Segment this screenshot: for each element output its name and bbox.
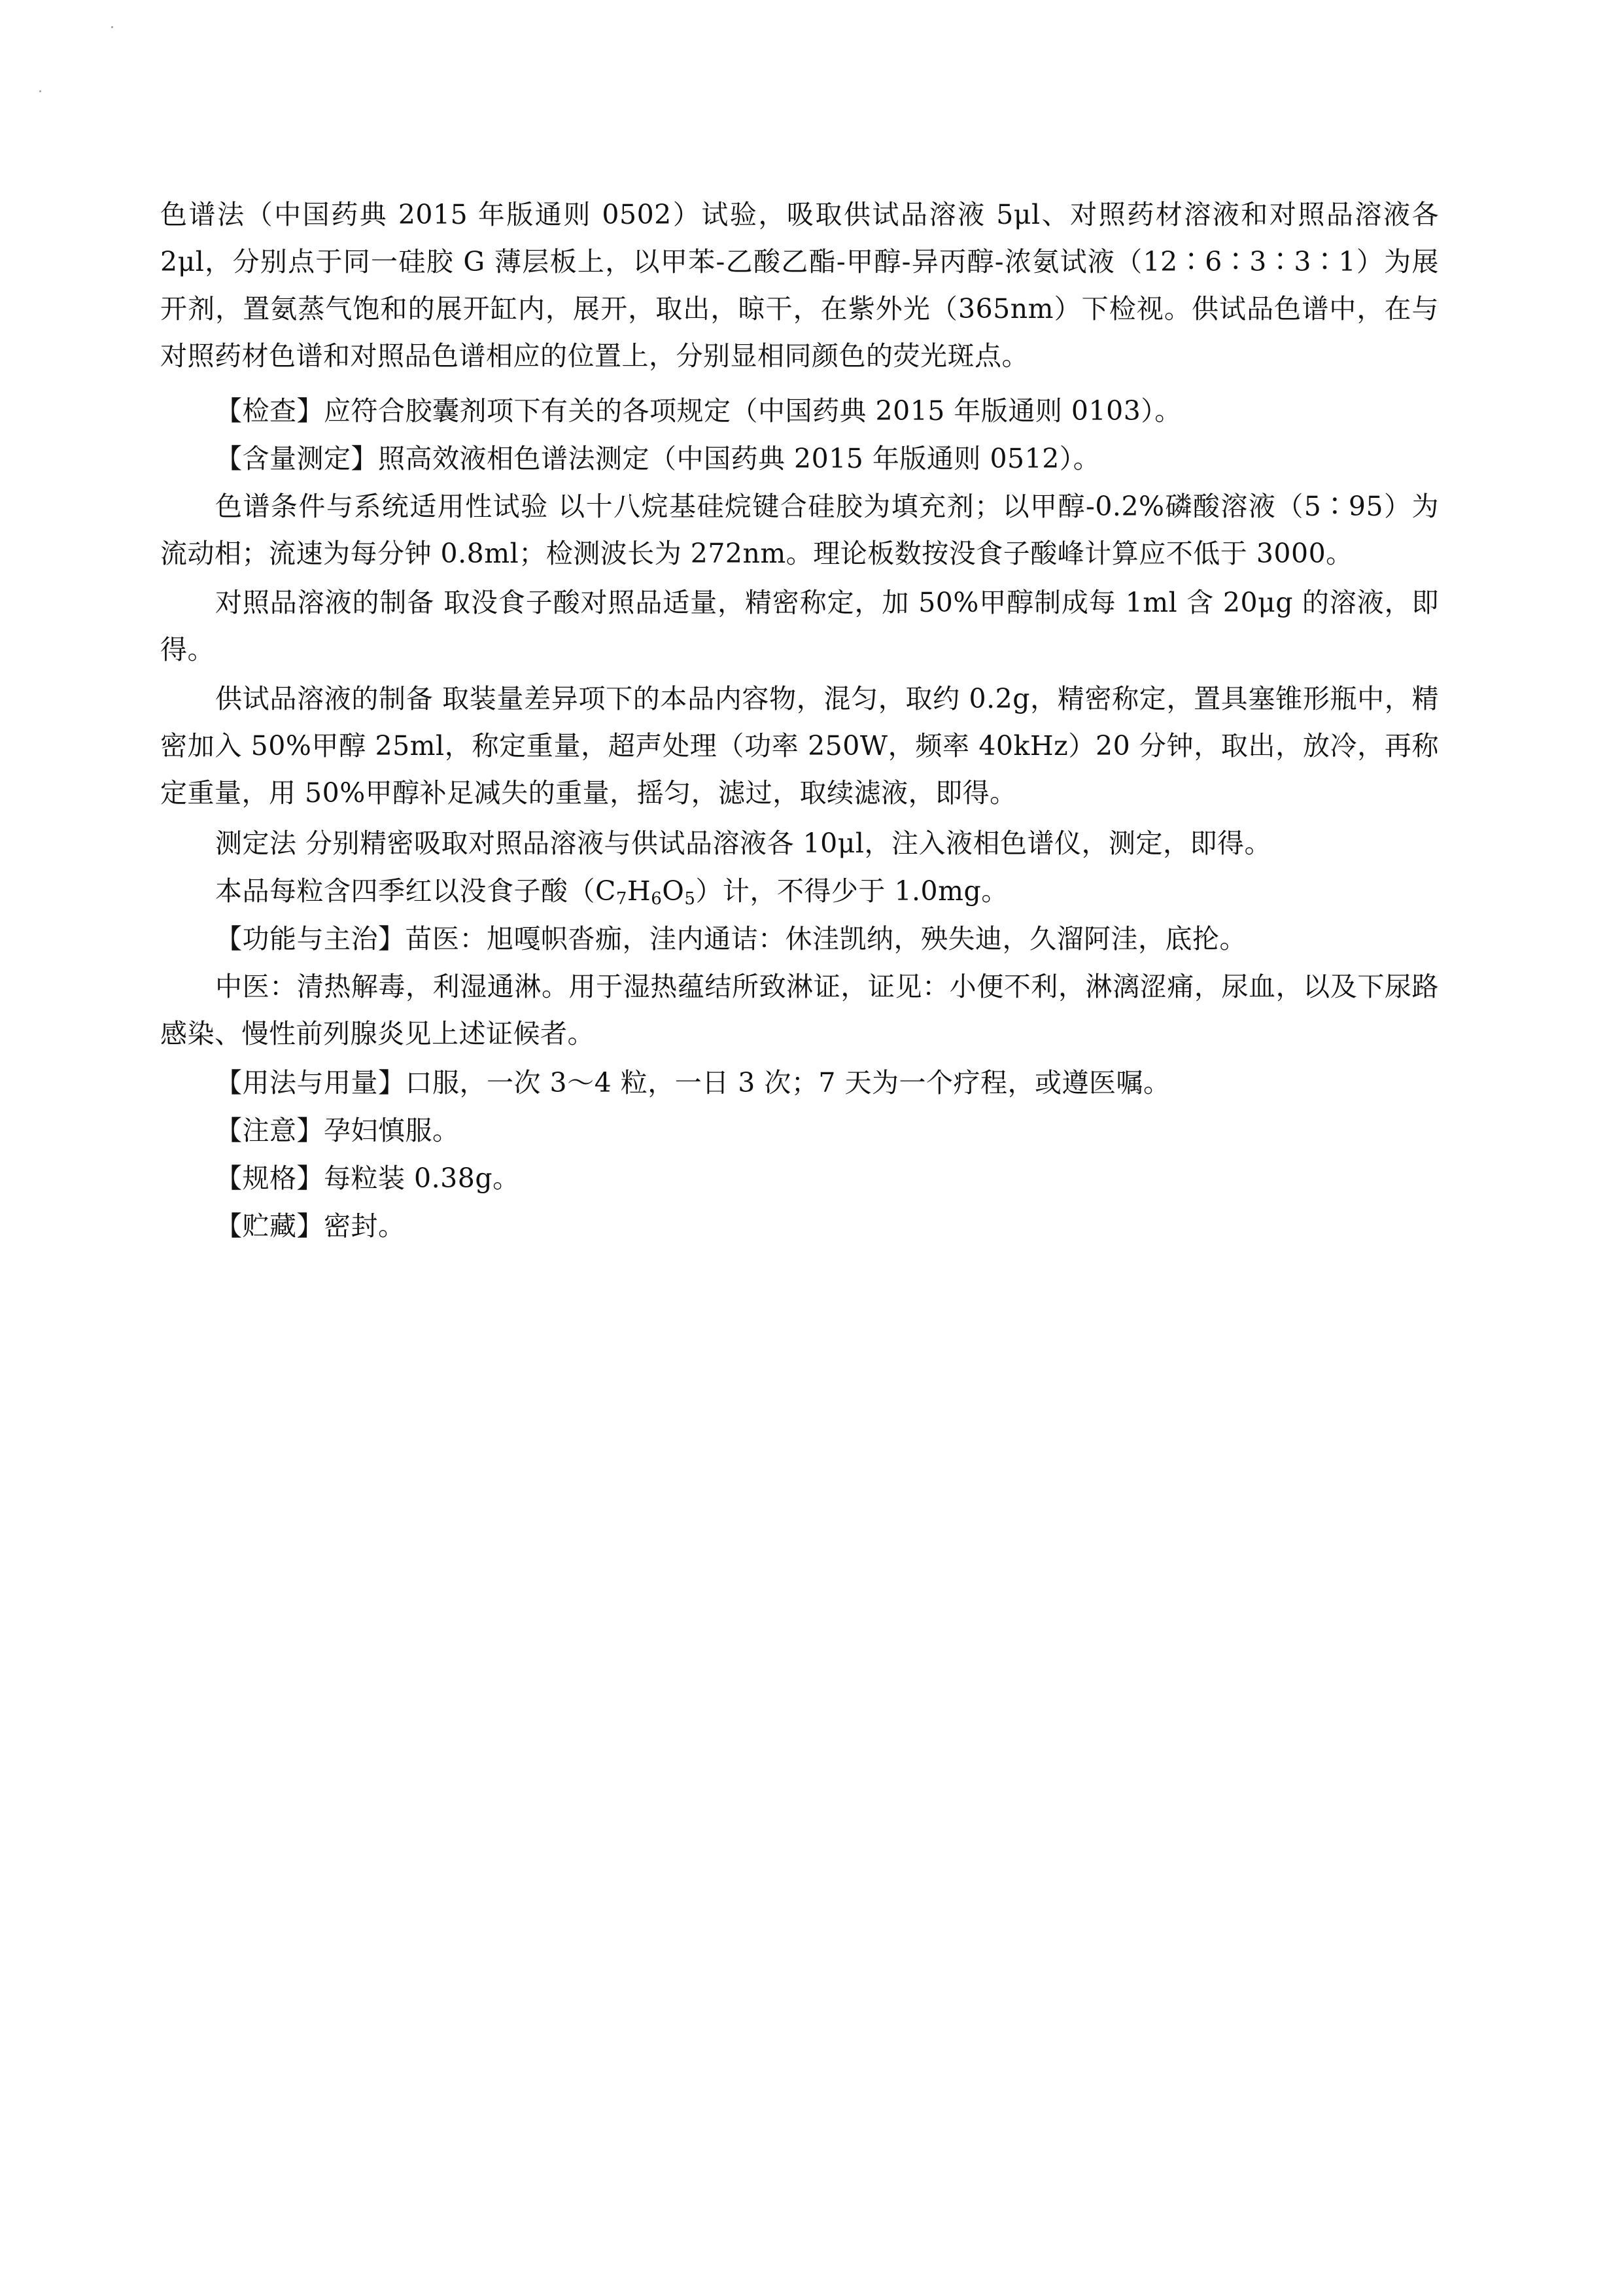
paragraph-text: 测定法 分别精密吸取对照品溶液与供试品溶液各 10μl，注入液相色谱仪，测定，即得。 xyxy=(215,828,1271,859)
paragraph-test-solution xyxy=(160,675,1439,816)
section-label-specification: 【规格】 xyxy=(215,1163,324,1194)
paragraph-text: 供试品溶液的制备 取装量差异项下的本品内容物，混匀，取约 0.2g，精密称定，置具塞锥形瓶中，精密加入 50%甲醇 25ml，称定重量，超声处理（功率 250W，频率 40kHz）20 分钟，取出，放冷，再称定重量，用 50%甲醇补足减失的重量，摇匀，滤过，取续滤液，即得。 xyxy=(160,683,1439,809)
section-label-storage: 【贮藏】 xyxy=(215,1210,324,1242)
formula-subscript: 7 xyxy=(615,889,627,909)
paragraph-text: ）计，不得少于 1.0mg。 xyxy=(695,875,1009,907)
paragraph-text: 色谱条件与系统适用性试验 以十八烷基硅烷键合硅胶为填充剂；以甲醇-0.2%磷酸溶液（5∶95）为流动相；流速为每分钟 0.8ml；检测波长为 272nm。理论板数按没食子酸峰计算应不低于 3000。 xyxy=(160,491,1439,569)
paragraph-precautions xyxy=(160,1107,1439,1154)
section-label-precautions: 【注意】 xyxy=(215,1115,324,1146)
paragraph-text: 密封。 xyxy=(324,1210,406,1242)
formula-element: H xyxy=(627,875,651,907)
paragraph-specification xyxy=(160,1155,1439,1202)
paragraph-storage xyxy=(160,1202,1439,1250)
paragraph-text: 照高效液相色谱法测定（中国药典 2015 年版通则 0512）。 xyxy=(378,443,1101,474)
section-label-assay: 【含量测定】 xyxy=(215,443,378,474)
section-label-dosage: 【用法与用量】 xyxy=(215,1067,406,1098)
paragraph-determination xyxy=(160,820,1439,867)
paragraph-reference-solution xyxy=(160,579,1439,673)
paragraph-inspection xyxy=(160,387,1439,434)
paragraph-content-limit xyxy=(160,867,1439,915)
paragraph-text: 苗医：旭嘎帜沓痂，洼内通诘：休洼凯纳，殃失迪，久溜阿洼，底抡。 xyxy=(405,923,1247,955)
scan-speck xyxy=(39,90,41,92)
scan-speck xyxy=(111,26,113,28)
paragraph-text: 口服，一次 3～4 粒，一日 3 次；7 天为一个疗程，或遵医嘱。 xyxy=(405,1067,1171,1098)
formula-subscript: 5 xyxy=(684,889,696,909)
paragraph-text: 色谱法（中国药典 2015 年版通则 0502）试验，吸取供试品溶液 5μl、对照药材溶液和对照品溶液各 2μl，分别点于同一硅胶 G 薄层板上，以甲苯-乙酸乙酯-甲醇-异丙醇-浓氨试液（12∶6∶3∶3∶1）为展开剂，置氨蒸气饱和的展开缸内，展开，取出，晾干，在紫外光（365nm）下检视。供试品色谱中，在与对照药材色谱和对照品色谱相应的位置上，分别显相同颜色的荧光斑点。 xyxy=(160,199,1439,372)
paragraph-text: 每粒装 0.38g。 xyxy=(324,1163,520,1194)
paragraph-chromatographic-conditions xyxy=(160,483,1439,577)
paragraph-text: 孕妇慎服。 xyxy=(324,1115,460,1146)
section-label-inspection: 【检查】 xyxy=(215,395,324,427)
paragraph-tlc-method xyxy=(160,191,1439,379)
paragraph-assay xyxy=(160,435,1439,482)
section-label-function: 【功能与主治】 xyxy=(215,923,406,955)
paragraph-function-indication xyxy=(160,915,1439,962)
paragraph-text: 本品每粒含四季红以没食子酸（C xyxy=(215,875,616,907)
paragraph-text: 对照品溶液的制备 取没食子酸对照品适量，精密称定，加 50%甲醇制成每 1ml 含 20μg 的溶液，即得。 xyxy=(160,587,1439,665)
paragraph-tcm-indication xyxy=(160,963,1439,1057)
paragraph-dosage xyxy=(160,1059,1439,1106)
formula-subscript: 6 xyxy=(651,889,663,909)
formula-element: O xyxy=(662,875,685,907)
paragraph-text: 应符合胶囊剂项下有关的各项规定（中国药典 2015 年版通则 0103）。 xyxy=(324,395,1182,427)
paragraph-text: 中医：清热解毒，利湿通淋。用于湿热蕴结所致淋证，证见：小便不利，淋漓涩痛，尿血，以及下尿路感染、慢性前列腺炎见上述证候者。 xyxy=(160,971,1439,1049)
